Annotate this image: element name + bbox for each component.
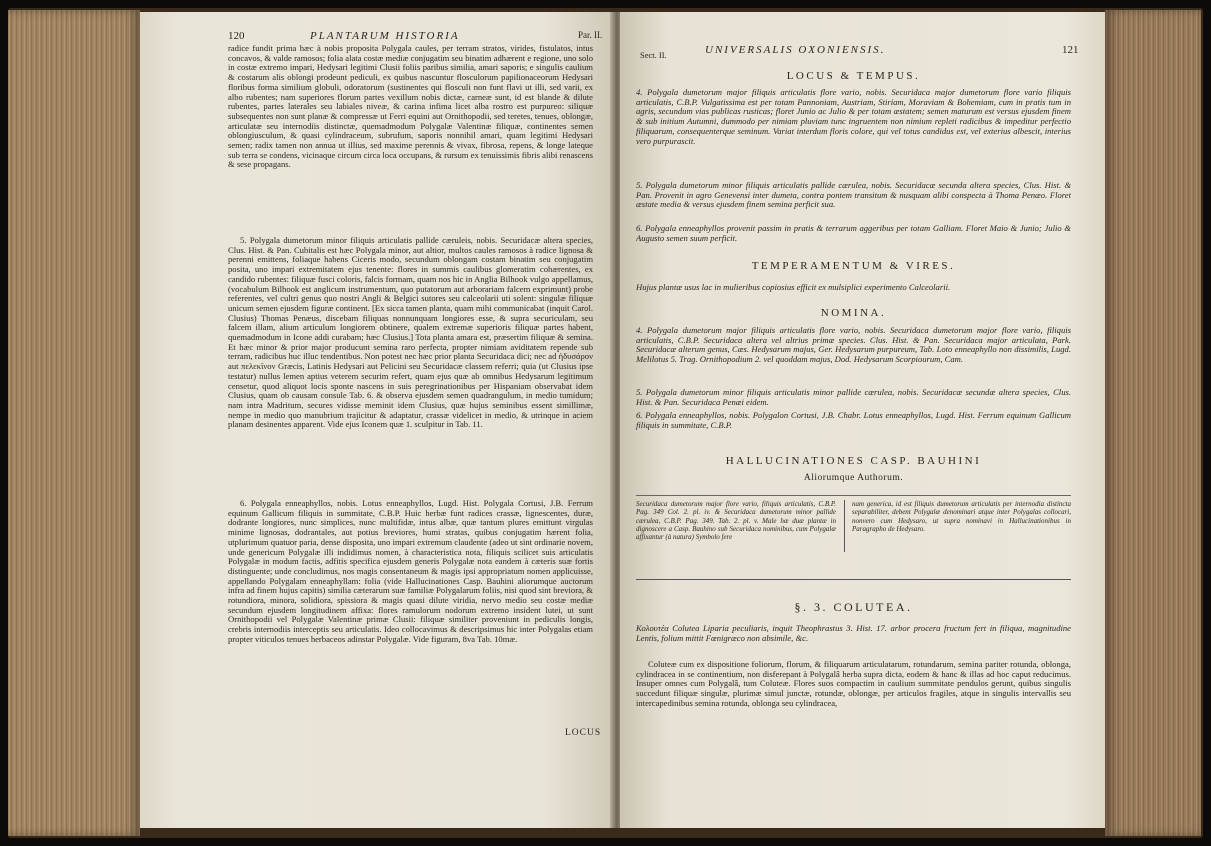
nomina-paragraph-6: 6. Polygala enneaphyllos, nobis. Polygalon Cortusi, J.B. Chabr. Lotus enneaphyllos, Lugd. Hist. Ferrum equinum Gallicum filiquis in summitate, C.B.P. <box>636 411 1071 430</box>
hallucinationes-left-column: Securidaca dumetorum major flore vario, filiquis articulatis, C.B.P. Pag. 349 Col. 2. pl. iv. & Securidaca dumetorum minor pallide cærulea, C.B.P. Pag. 349. Tab. 2. pl. v. Male hæ duæ plantæ in dignoscere a Casp. Bauhino sub Securidaca nominibus, cum Polygalæ affixantur (à natura) Symbolo fere <box>636 500 836 542</box>
nomina-paragraph-4: 4. Polygala dumetorum major filiquis articulatis flore vario, nobis. Securidaca dumetorum major flore vario, filiquis articulatis, C.B.P. Securidaca altera vel altrius primæ species. Clus. Hist. & Pan. Securidaca major articulata, Park. Securidacæ alterum genus, Cæs. Hedysarum majus, Ger. Hedysarum purpureum, Tab. Loto enneaphyllo non dissimilis, Lugd. Melilotus 5. Trag. Ornithopodium 2. vel quoddam majus, Dod. Hedysarum Scorpiourum, Cam. <box>636 326 1071 365</box>
left-paragraph-5: 5. Polygala dumetorum minor filiquis articulatis pallide cæruleis, nobis. Securidacæ altera species, Clus. Hist. & Pan. Cubitalis est hæc Polygala minor, aut altior, multos caules ramosos à radice lignosa & perenni emittens, foliaque habens Ciceris modo, secundum oblongam costam binatim seu conjugatim posita, uno impari extremitatem ejus tenente: flores in summis caulibus glomeratim cohærentes, ex candido rubentes: filiquæ fusci coloris, falcis formam, quam nos hic in Anglia Bilhook vulgo appellamus, (vocabulum Bilhook est anglicum instrumentum, quo putatorum aut arborariam falcem exprimunt) probe referentes, vel cultri genus quo nostri Angli & Belgici sutores seu calceolarii uti solent: singulæ filiquæ unicum semen ejusdem figuræ continent. [Ex sicca tamen planta, quam mihi communicabat (inquit Carol. Clusius) Thomas Penæus, discebam filiquas nonnunquam longiores esse, & supra securiculam, seu falcem illam, alium articulum longiorem obtinere, qualem extremæ superioris filiquæ partes habent, quemadmodum in Icone addi curabam; hæc Clusius.] Tota planta amara est, præsertim filiquæ & semina. Et hæc minor & prior major producunt semina raro perfecta, propter nimiam aviditatem repende sub terram, radicibus huc illuc tendentibus. Non potest nec hæc prior planta Securidaca dici; nec ad ἡδυσάρον aut πελεκῖνον Græcis, Latinis Hedysari aut Pelicini seu Securidacæ classem referri; quia (ut Clusius ipse testatur) nullus lemen aptius veterem securim refert, quam ejus quæ ab omnibus Hedysarum legitimum censetur, quod aliquot locis sponte nascens in suis peregrinationibus per Hispaniam observabat idem Clusius, quam ob causam consule Tab. 6. & observa ejusdem semen quadrangulum, in medio tumidum; nam intra Madritum, secures vidisse meminit idem Clusius, quæ hujus seminibus essent simillimæ, nempe in medio quo manubrium trajicitur & adaptatur, crassæ videlicet in medio, & utrinque in aciem planam desinentes apparent. Vide ejus Iconem quæ 1. sculpitur in Tab. 11. <box>228 236 593 430</box>
temperamentum-text: Hujus plantæ usus lac in mulieribus copiosius efficit ex mulsiplici experimento Calceolarii. <box>636 283 951 292</box>
heading-temperamentum: TEMPERAMENTUM & VIRES. <box>751 260 956 272</box>
colutea-paragraph: Coluteæ cum ex dispositione foliorum, florum, & filiquarum articulatarum, rotundarum, semina pariter rotunda, oblonga, cylindracea in se continentium, non disferepant à Polygalâ herba supra dicta, eodem & hanc & illas ad hoc caput reducimus. Insuper omnes cum Polygalâ, tum Coluteæ. Flores suos compactim in caulium summitate pendulos gerunt, quibus singulis succedunt filiquæ singulæ, plurimæ simul junctæ, rotundæ, oblongæ, per articulos fragiles, atque in singulis intervallis seu intercapedinibus semina rotunda, oblonga seu cylindracea, <box>636 660 1071 708</box>
locus-paragraph-5: 5. Polygala dumetorum minor filiquis articulatis pallide cærulea, nobis. Securidacæ secunda altera species, Clus. Hist. & Pan. Provenit in agro Genevensi inter dumeta, contra pontem transitum & nusquam alibi conspecta à Thoma Penæo. Floret æstate media & versus ejusdem finem semina perficit sua. <box>636 181 1071 210</box>
left-paragraph-intro: radice fundit prima hæc à nobis proposita Polygala caules, per terram stratos, virides, fistulatos, intus concavos, & valde ramosos; folia alata costæ mediæ conjugatim seu binatim adhærent e regione, uno solo in costæ extremo impari, Hedysari legitimi Clusii foliis paribus similia, amari saporis; e singulis caulium & costarum alis oblongi prodeunt pediculi, ex quibus nascuntur flosculorum papilionaceorum Hedysari floribus forma similium globuli, odoratorum (sustinentes qui flosculi non funt flavi ut illi, sed varii, ex albo rubentes; nam superiores florum partes vexillum nobis dictæ, carneæ sunt, id est blande & dilute rubentes, partes laterales seu labiales niveæ, & carina infima licet alba rostro est purpureo: siliquæ subsequentes non sunt planæ & compressæ ut Ferri equini aut Ornithopodii, sed teretes, tenues, oblongæ, articulatæ seu internodiis distinctæ, quemadmodum Polygalæ Valentinæ filiquæ, continentes semen oblongiusculum, & quasi cylindraceum, subrufum, saporis nonnihil amari, quam legitimi Hedysari semen; radix tamen non annua ut illius, sed maxime perennis & vivax, fibrosa, repens, & longe lateque sub terra se condens, vicinaque circum circa loca occupans, & rursum ex tenuissimis fibris alibi renascens & sese propagans. <box>228 44 593 170</box>
left-paragraph-6: 6. Polygala enneaphyllos, nobis. Lotus enneaphyllos, Lugd. Hist. Polygala Cortusi, J.B. Ferrum equinum Gallicum filiquis in summitate, C.B.P. Huic herbæ funt radices crassæ, lignescentes, duræ, dodrante longiores, nunc simplices, nunc multifidæ, intus albæ, quæ tantum plures emittunt virgulas minime lignosas, dodrantales, aut potius breviores, humi stratas, quibus conjugatim hærent folia, utplurimum quatuor paria, dense disposita, uno impari extremum claudente (adeo ut sint ordinarie novem, unde genericum Polygalæ illi indidimus nomen, à characteristica nota, filiquis scilicet suis articulatis Polygalæ in modum factis, adfitis specifica ejusdem generis Polygalæ nota eandem à cæteris suæ fortis distinguente; unde concludimus, nos magis consentaneum & magis ipsi appropriatum nomen applicuisse, appellando Polygalam enneaphyllam: folia (vide Hallucinationes Casp. Bauhini aliorumque auctorum infra ad finem hujus capitis) similia cæterarum suæ familiæ Polygalarum foliis, nisi quod sint breviora, & rotundiora, minora, solidiora, spissiora & magis quasi dilute viridia, nervo medio seu costæ mediæ secundum ejusdem longitudinem affixa: flores ramulorum nodorum extremo insident lutei, ut sunt Ornithopodii vel Polygalæ Valentinæ primæ Clusii: filiquæ similiter proveniunt in pediculis longis, crebris internodiis interceptis seu articulatis. Ideo collocavimus & descripsimus hic inter Polygalas etiam propter viticulos tenues herbaceos adinstar Polygalæ. Vide figuram, 8va Tab. 10mæ. <box>228 499 593 644</box>
colutea-intro: Κολουτέα Colutea Liparia peculiaris, inquit Theophrastus 3. Hist. 17. arbor procera fructum fert in filiqua, magnitudine Lentis, folium mittit Fœnigræco non absimile, &c. <box>636 624 1071 643</box>
locus-paragraph-4: 4. Polygala dumetorum major filiquis articulatis flore vario, nobis. Securidaca major dumetorum flore vario filiquis articulatis, C.B.P. Vulgatissima est per totam Pannoniam, Austriam, Stiriam, Moraviam & Bohemiam, cum in pratis tum in agris, secundum vias publicas rusticas; floret Junio ac Julio & per totam æstatem; semen maturum est versus ejusdem finem & sub initium Autumni, dummodo per nimiam pluviam tunc ingruentem non nimium repleti radicibus & impeditur perfectio filiquarum, consequenterque seminum. Variat interdum floris colore, qui vel totus candidus est, vel exterius albescit, interius vero purpurascit. <box>636 88 1071 146</box>
left-running-title: PLANTARUM HISTORIA <box>310 30 460 42</box>
right-page-number: 121 <box>1062 44 1079 56</box>
page-edges-right <box>1105 10 1201 836</box>
nomina-paragraph-5: 5. Polygala dumetorum minor filiquis articulatis minor pallide cærulea, nobis. Securidacæ secundæ altera species, Clus. Hist. & Pan. Securidaca Penæi eidem. <box>636 388 1071 407</box>
hallucinationes-subtitle: Aliorumque Authorum. <box>803 473 904 483</box>
right-section-label: Sect. II. <box>640 50 667 60</box>
hallucinationes-box <box>636 495 1071 558</box>
locus-paragraph-6: 6. Polygala enneaphyllos provenit passim in pratis & terrarum aggeribus per totam Galliam. Floret Maio & Junio; Julio & Augusto semen suum perficit. <box>636 224 1071 243</box>
left-catchword: LOCUS <box>565 728 602 738</box>
right-running-title: UNIVERSALIS OXONIENSIS. <box>705 44 886 56</box>
hallucinationes-right-column: nam generica, id est filiquis dumetorum articulatis per internodia distincta separabiliter, debent Polygalæ denominari atque inter Polygalas collocari, nonvero cum Hedysaro, ut supra nominavi in Hallucinationibus in Paragrapho de Hedysaro. <box>852 500 1071 533</box>
page-edges-left <box>8 10 140 836</box>
heading-nomina: NOMINA. <box>820 307 887 319</box>
heading-colutea: §. 3. COLUTEA. <box>794 600 913 614</box>
heading-hallucinationes: HALLUCINATIONES CASP. BAUHINI <box>725 455 982 467</box>
left-page-number: 120 <box>228 30 245 42</box>
heading-locus-tempus: LOCUS & TEMPUS. <box>786 70 921 82</box>
section-rule <box>636 579 1071 580</box>
column-divider <box>844 500 845 552</box>
left-part-label: Par. II. <box>578 30 603 40</box>
